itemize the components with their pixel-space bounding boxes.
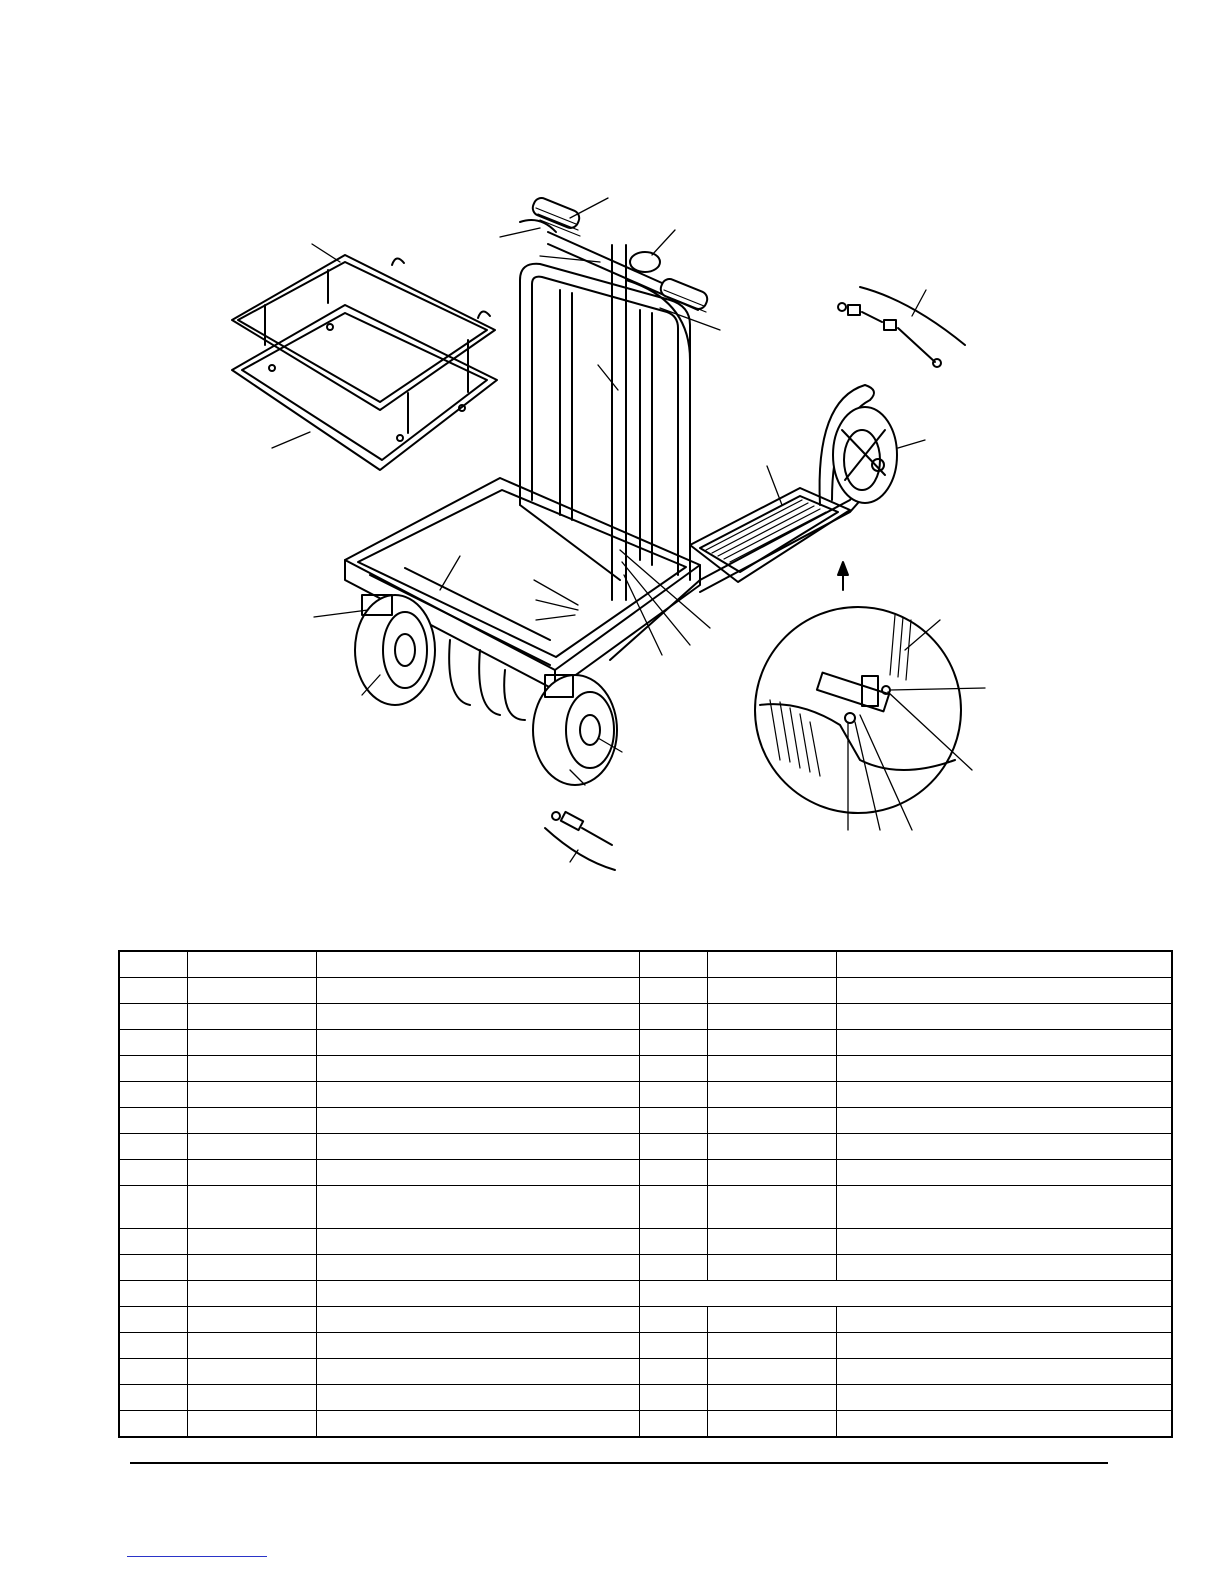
item-number-cell	[640, 1056, 708, 1082]
description-cell	[837, 1411, 1173, 1438]
part-number-cell	[188, 1056, 317, 1082]
table-row	[119, 1385, 1172, 1411]
item-number-cell	[119, 1307, 188, 1333]
table-row	[119, 1281, 1172, 1307]
item-number-cell	[119, 1411, 188, 1438]
item-number-cell	[640, 1385, 708, 1411]
table-row	[119, 1030, 1172, 1056]
part-number-cell	[188, 1186, 317, 1229]
description-cell	[837, 1030, 1173, 1056]
description-cell	[317, 1333, 640, 1359]
description-cell	[317, 1004, 640, 1030]
part-number-cell	[708, 1108, 837, 1134]
description-cell	[317, 1385, 640, 1411]
part-number-cell	[188, 1160, 317, 1186]
item-number-cell	[119, 1333, 188, 1359]
part-number-cell	[188, 1134, 317, 1160]
item-number-cell	[119, 1134, 188, 1160]
table-row	[119, 1186, 1172, 1229]
description-cell	[837, 1385, 1173, 1411]
part-number-cell	[188, 1307, 317, 1333]
description-cell	[317, 1281, 640, 1307]
description-cell	[837, 1160, 1173, 1186]
item-number-cell	[119, 951, 188, 978]
item-number-cell	[119, 1359, 188, 1385]
item-number-cell	[640, 1134, 708, 1160]
description-cell	[317, 1056, 640, 1082]
part-number-cell	[708, 1082, 837, 1108]
item-number-cell	[640, 1333, 708, 1359]
axle-bolt-top	[838, 287, 965, 367]
part-number-cell	[708, 1134, 837, 1160]
part-number-cell	[188, 1255, 317, 1281]
footer-link[interactable]	[127, 1556, 267, 1557]
description-cell	[837, 1333, 1173, 1359]
part-number-cell	[708, 1255, 837, 1281]
item-number-cell	[119, 1281, 188, 1307]
table-row	[119, 1359, 1172, 1385]
item-number-cell	[640, 1108, 708, 1134]
item-number-cell	[640, 1229, 708, 1255]
table-row	[119, 1082, 1172, 1108]
description-cell	[317, 1186, 640, 1229]
item-number-cell	[119, 1004, 188, 1030]
table-row	[119, 1108, 1172, 1134]
description-cell	[837, 1255, 1173, 1281]
part-number-cell	[188, 1030, 317, 1056]
description-cell	[317, 1229, 640, 1255]
description-cell	[317, 978, 640, 1004]
part-number-cell	[188, 1385, 317, 1411]
item-number-cell	[640, 1082, 708, 1108]
table-row	[119, 1333, 1172, 1359]
description-cell	[317, 1108, 640, 1134]
item-number-cell	[640, 1030, 708, 1056]
item-number-cell	[119, 1385, 188, 1411]
item-number-cell	[640, 978, 708, 1004]
part-number-cell	[188, 951, 317, 978]
description-cell	[317, 951, 640, 978]
description-cell	[837, 951, 1173, 978]
item-number-cell	[119, 1082, 188, 1108]
part-number-cell	[188, 1411, 317, 1438]
description-cell	[317, 1030, 640, 1056]
table-row	[119, 1056, 1172, 1082]
part-number-cell	[708, 1229, 837, 1255]
table-row	[119, 1255, 1172, 1281]
description-cell	[837, 1307, 1173, 1333]
part-number-cell	[708, 1030, 837, 1056]
basket-assembly	[232, 255, 497, 470]
description-cell	[837, 1359, 1173, 1385]
table-row	[119, 1160, 1172, 1186]
part-number-cell	[708, 1056, 837, 1082]
description-cell	[837, 1108, 1173, 1134]
table-row	[119, 1307, 1172, 1333]
item-number-cell	[119, 1160, 188, 1186]
item-number-cell	[119, 1255, 188, 1281]
item-number-cell	[119, 1056, 188, 1082]
part-number-cell	[708, 1307, 837, 1333]
item-number-cell	[640, 1004, 708, 1030]
parts-list-table	[118, 950, 1173, 1438]
item-number-cell	[119, 1186, 188, 1229]
item-number-cell	[119, 1229, 188, 1255]
part-number-cell	[188, 1229, 317, 1255]
part-number-cell	[708, 1359, 837, 1385]
item-number-cell	[640, 1255, 708, 1281]
section-header-cell	[640, 1281, 1173, 1307]
description-cell	[317, 1411, 640, 1438]
description-cell	[317, 1082, 640, 1108]
description-cell	[317, 1307, 640, 1333]
description-cell	[837, 1082, 1173, 1108]
part-number-cell	[188, 1333, 317, 1359]
table-row	[119, 1411, 1172, 1438]
description-cell	[837, 1004, 1173, 1030]
description-cell	[317, 1160, 640, 1186]
part-number-cell	[188, 1281, 317, 1307]
item-number-cell	[119, 1030, 188, 1056]
part-number-cell	[708, 1333, 837, 1359]
footer-divider	[130, 1462, 1108, 1464]
item-number-cell	[640, 1411, 708, 1438]
item-number-cell	[640, 951, 708, 978]
description-cell	[317, 1134, 640, 1160]
part-number-cell	[708, 1385, 837, 1411]
table-row	[119, 951, 1172, 978]
description-cell	[837, 1134, 1173, 1160]
table-row	[119, 1004, 1172, 1030]
part-number-cell	[708, 951, 837, 978]
description-cell	[317, 1255, 640, 1281]
table-row	[119, 1134, 1172, 1160]
part-number-cell	[188, 978, 317, 1004]
part-number-cell	[188, 1004, 317, 1030]
detail-inset	[755, 562, 961, 813]
front-wheel	[820, 385, 897, 505]
description-cell	[837, 1229, 1173, 1255]
item-number-cell	[640, 1359, 708, 1385]
part-number-cell	[708, 1411, 837, 1438]
description-cell	[837, 1186, 1173, 1229]
part-number-cell	[708, 1004, 837, 1030]
part-number-cell	[708, 1186, 837, 1229]
table-row	[119, 978, 1172, 1004]
part-number-cell	[708, 978, 837, 1004]
part-number-cell	[708, 1160, 837, 1186]
table-row	[119, 1229, 1172, 1255]
item-number-cell	[640, 1186, 708, 1229]
rear-wheel-right	[449, 640, 617, 785]
description-cell	[837, 1056, 1173, 1082]
description-cell	[317, 1359, 640, 1385]
axle-bolt-bottom	[545, 812, 615, 870]
part-number-cell	[188, 1082, 317, 1108]
item-number-cell	[640, 1307, 708, 1333]
part-number-cell	[188, 1359, 317, 1385]
description-cell	[837, 978, 1173, 1004]
item-number-cell	[119, 978, 188, 1004]
part-number-cell	[188, 1108, 317, 1134]
item-number-cell	[640, 1160, 708, 1186]
item-number-cell	[119, 1108, 188, 1134]
